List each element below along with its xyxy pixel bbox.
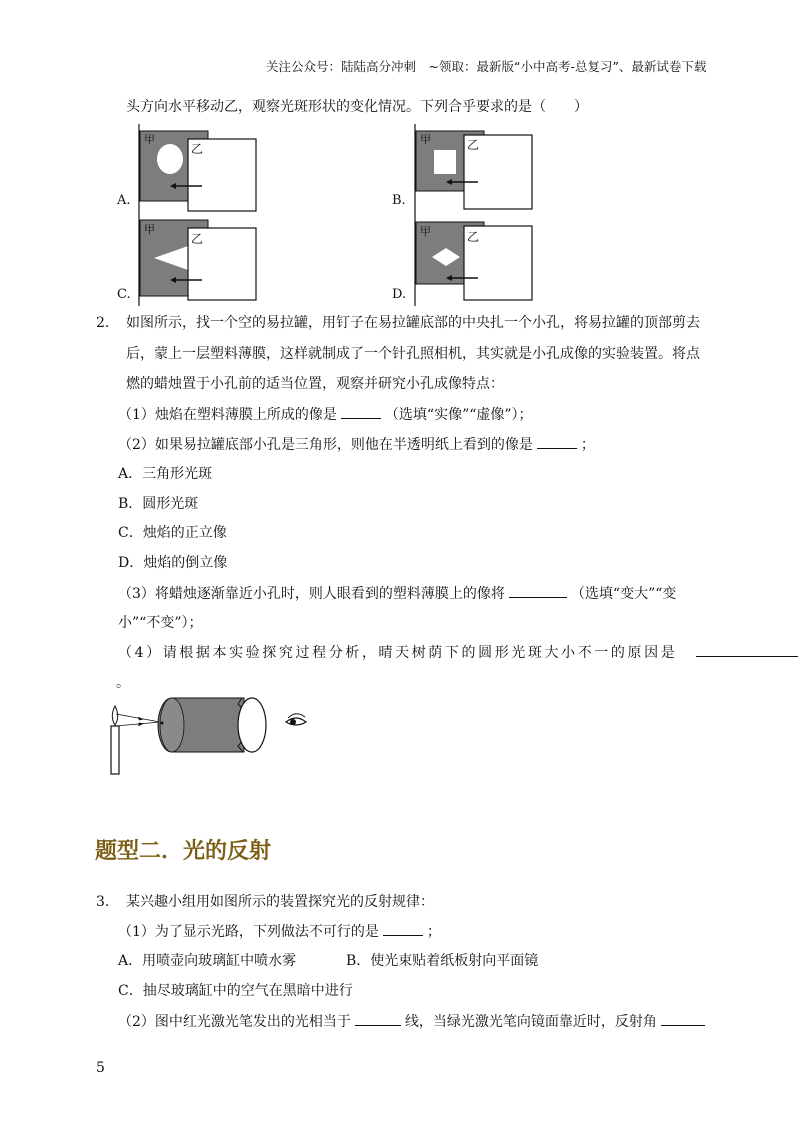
q2-sub3-line2: 小”“不变”）；: [118, 615, 203, 631]
q2-sub3: [118, 583, 676, 604]
jia-label: 甲: [144, 133, 155, 146]
q2-sub4-prefix: （4）请根据本实验探究过程分析，晴天树荫下的圆形光斑大小不一的原因是: [118, 645, 678, 661]
q2-sub2: [118, 434, 595, 455]
q3-option-b[interactable]: B．使光束贴着纸板射向平面镜: [346, 953, 539, 969]
q2-option-d[interactable]: D．烛焰的倒立像: [118, 555, 228, 571]
jia-label: 甲: [420, 225, 431, 238]
yi-label: 乙: [467, 230, 480, 244]
yi-label: 乙: [191, 232, 204, 246]
q2-option-a[interactable]: A．三角形光斑: [118, 466, 213, 482]
q2-sub1: [118, 404, 533, 425]
pinhole-camera-figure: [104, 692, 316, 778]
q3-sub2-blank1[interactable]: [355, 1011, 401, 1026]
q3-sub2-blank2[interactable]: [661, 1011, 705, 1026]
q2-sub4-blank[interactable]: [696, 656, 798, 657]
q1-option-a-figure: [136, 124, 260, 214]
q2-sub1-prefix: （1）烛焰在塑料薄膜上所成的像是: [118, 407, 337, 423]
q2-sub3-prefix: （3）将蜡烛逐渐靠近小孔时，则人眼看到的塑料薄膜上的像将: [118, 586, 505, 602]
q3-sub2-prefix: （2）图中红光激光笔发出的光相当于: [118, 1014, 351, 1030]
candle-flame: [112, 706, 117, 725]
q3-number: 3.: [96, 894, 110, 910]
candle: [111, 726, 119, 774]
q2-stem-line2: 后，蒙上一层塑料薄膜，这样就制成了一个针孔照相机，其实就是小孔成像的实验装置。将点: [126, 346, 700, 362]
q3-sub1: [118, 921, 441, 942]
q3-option-c[interactable]: C．抽尽玻璃缸中的空气在黑暗中进行: [118, 983, 353, 999]
jia-label: 甲: [420, 133, 431, 146]
q3-sub1-prefix: （1）为了显示光路，下列做法不可行的是: [118, 924, 379, 940]
q1-option-c-figure: [136, 214, 260, 306]
page-header: 关注公众号：陆陆高分冲刺 ~领取：最新版“小中高考-总复习”、最新试卷下载: [266, 59, 707, 74]
q1-option-a-label: A.: [117, 193, 131, 208]
q2-sub3-suffix: （选填“变大”“变: [570, 586, 677, 602]
q1-intro: 头方向水平移动乙，观察光斑形状的变化情况。下列合乎要求的是（ ）: [126, 99, 588, 115]
q2-stem-line1: 如图所示，找一个空的易拉罐，用钉子在易拉罐底部的中央扎一个小孔，将易拉罐的顶部剪去: [126, 315, 700, 331]
section-title: 题型二．光的反射: [95, 839, 272, 864]
q2-sub1-suffix: （选填“实像”“虚像”）；: [384, 407, 533, 423]
yi-label: 乙: [467, 138, 480, 152]
yi-label: 乙: [191, 142, 204, 156]
q3-sub2: [118, 1011, 709, 1032]
q2-sub2-suffix: ；: [580, 437, 595, 453]
q2-sub3-blank[interactable]: [509, 583, 567, 598]
q3-sub1-suffix: ；: [426, 924, 441, 940]
q1-option-b-label: B.: [392, 193, 406, 208]
q2-number: 2.: [96, 315, 110, 331]
q2-option-b[interactable]: B．圆形光斑: [118, 496, 199, 512]
q3-sub2-mid: 线，当绿光激光笔向镜面靠近时，反射角: [404, 1014, 657, 1030]
eye-icon: [286, 714, 306, 725]
q1-option-c-label: C.: [117, 287, 131, 302]
q2-sub1-blank[interactable]: [341, 404, 381, 419]
q2-option-c[interactable]: C．烛焰的正立像: [118, 525, 227, 541]
q1-option-d-figure: [412, 214, 536, 306]
q3-sub1-blank[interactable]: [383, 921, 423, 936]
jia-label: 甲: [144, 223, 155, 236]
q1-option-b-figure: [412, 124, 536, 214]
q2-sub2-prefix: （2）如果易拉罐底部小孔是三角形，则他在半透明纸上看到的像是: [118, 437, 533, 453]
page-number: 5: [96, 1060, 105, 1076]
q2-stem-line3: 燃的蜡烛置于小孔前的适当位置，观察并研究小孔成像特点：: [126, 376, 504, 392]
q1-option-d-label: D.: [392, 287, 407, 302]
q3-option-a[interactable]: A．用喷壶向玻璃缸中喷水雾: [118, 953, 297, 969]
q2-sub2-blank[interactable]: [537, 434, 577, 449]
q2-sub4-end: 。: [116, 675, 130, 691]
q3-stem: 某兴趣小组用如图所示的装置探究光的反射规律：: [126, 894, 434, 910]
